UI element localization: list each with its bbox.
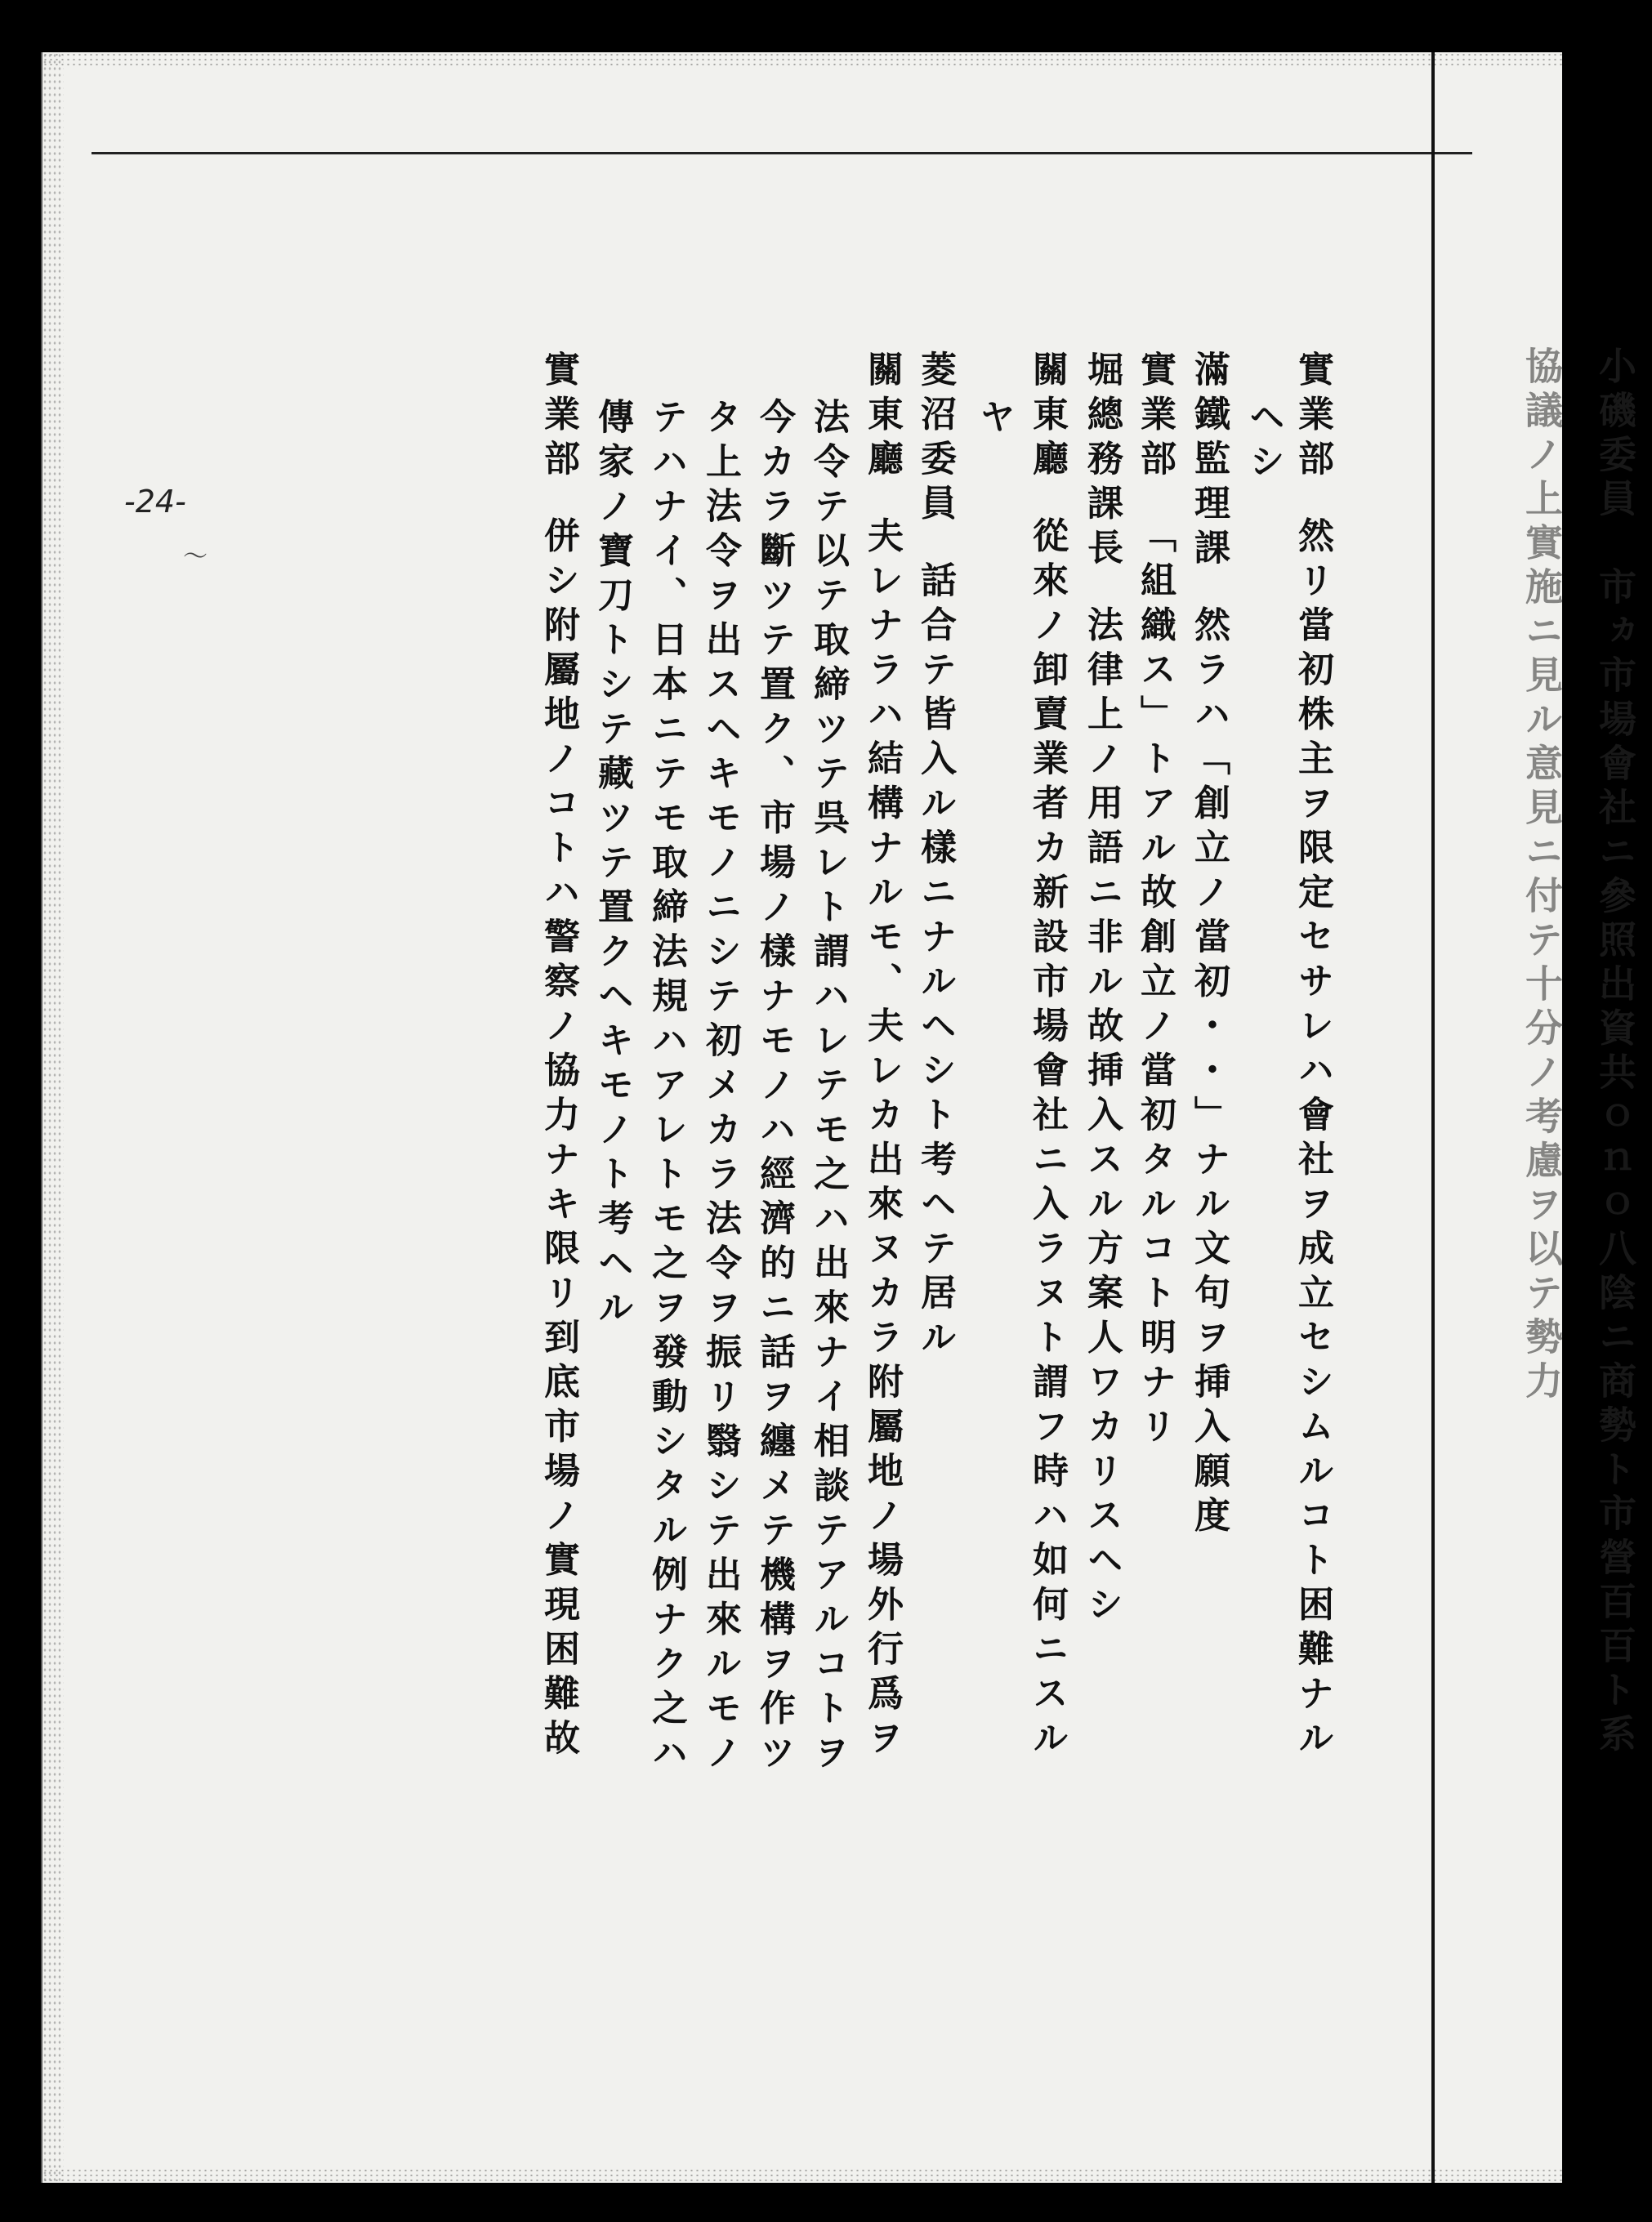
column-5 — [1082, 350, 1121, 1630]
speaker-label: 關東廳 — [1026, 350, 1068, 484]
speaker-label: 堀總務課長 — [1081, 350, 1123, 573]
column-text: タ上法令ヲ出スヘキモノニシテ初メカラ法令ヲ振リ翳シテ出來ルモノ — [699, 398, 741, 1778]
speaker-label: 關東廳 — [861, 350, 903, 484]
column-text: 然リ當初株主ヲ限定セサレハ會社ヲ成立セシムルコト困難ナル — [1292, 516, 1333, 1764]
column-text: ヤ — [973, 398, 1015, 443]
column-6 — [1027, 350, 1066, 1764]
top-edge-noise — [42, 52, 1562, 67]
column-text: 話合テ皆入ル樣ニナルヘシト考ヘテ居ル — [914, 561, 956, 1363]
bleed-through-col-b: 協議ノ上實施ニ見ル意見ニ付テ十分ノ考慮ヲ以テ勢力 — [1520, 346, 1564, 1405]
speaker-label: 實業部 — [1292, 350, 1333, 484]
column-11 — [754, 398, 793, 1778]
column-12 — [700, 398, 739, 1778]
column-text: 法令テ以テ取締ツテ呉レト謂ハレテモ之ハ出來ナイ相談テアルコトヲ — [807, 398, 849, 1778]
column-8 — [915, 350, 954, 1363]
column-text: 從來ノ卸賣業者カ新設市場會社ニ入ラヌト謂フ時ハ如何ニスル — [1026, 516, 1068, 1764]
document-page — [41, 52, 1637, 2183]
column-10 — [808, 398, 847, 1778]
column-text: 「組織ス」トアル故創立ノ當初タルコト明ナリ — [1134, 516, 1176, 1452]
column-text: テハナイ、日本ニテモ取締法規ハアレトモ之ヲ發動シタル例ナク之ハ — [645, 398, 687, 1778]
speaker-label: 菱沼委員 — [914, 350, 956, 529]
bleed-through-col-a: 小磯委員 市ヵ市場會社ニ參照出資共ｏｎｏ八陰ニ商勢ト市營百百ト系 — [1593, 346, 1637, 1758]
column-2 — [1243, 398, 1283, 487]
column-text: 夫レナラハ結構ナルモ、夫レカ出來ヌカラ附屬地ノ場外行爲ヲ — [861, 516, 903, 1764]
header-rule — [92, 152, 1472, 154]
bleed-through-text — [1505, 346, 1652, 1882]
column-4 — [1135, 350, 1174, 1452]
column-14 — [592, 398, 632, 1333]
speaker-label: 實業部 — [538, 350, 579, 484]
column-text: 傳家ノ寶刀トシテ藏ツテ置クヘキモノト考ヘル — [592, 398, 633, 1333]
column-7 — [974, 398, 1013, 443]
column-text: 併シ附屬地ノコトハ警察ノ協力ナキ限リ到底市場ノ實現困難故 — [538, 516, 579, 1764]
column-text: 法律上ノ用語ニ非ル故挿入スル方案人ワカリスヘシ — [1081, 605, 1123, 1630]
column-text: 今カラ斷ツテ置ク、市場ノ樣ナモノハ經濟的ニ話ヲ纏メテ機構ヲ作ツ — [753, 398, 795, 1778]
column-15 — [538, 350, 578, 1764]
column-3 — [1189, 350, 1228, 1541]
speaker-label: 滿鐵監理課 — [1188, 350, 1230, 573]
column-1 — [1293, 350, 1332, 1764]
column-13 — [646, 398, 685, 1778]
margin-mark: 〜 — [183, 542, 208, 571]
fold-line — [1431, 52, 1435, 2183]
column-text: 然ラハ「創立ノ當初・・」ナル文句ヲ挿入願度 — [1188, 605, 1230, 1541]
column-9 — [862, 350, 901, 1764]
column-text: ヘシ — [1243, 398, 1284, 487]
speaker-label: 實業部 — [1134, 350, 1176, 484]
page-number: -24- — [124, 484, 186, 520]
left-edge-noise — [42, 52, 64, 2183]
bottom-edge-noise — [42, 2168, 1562, 2183]
